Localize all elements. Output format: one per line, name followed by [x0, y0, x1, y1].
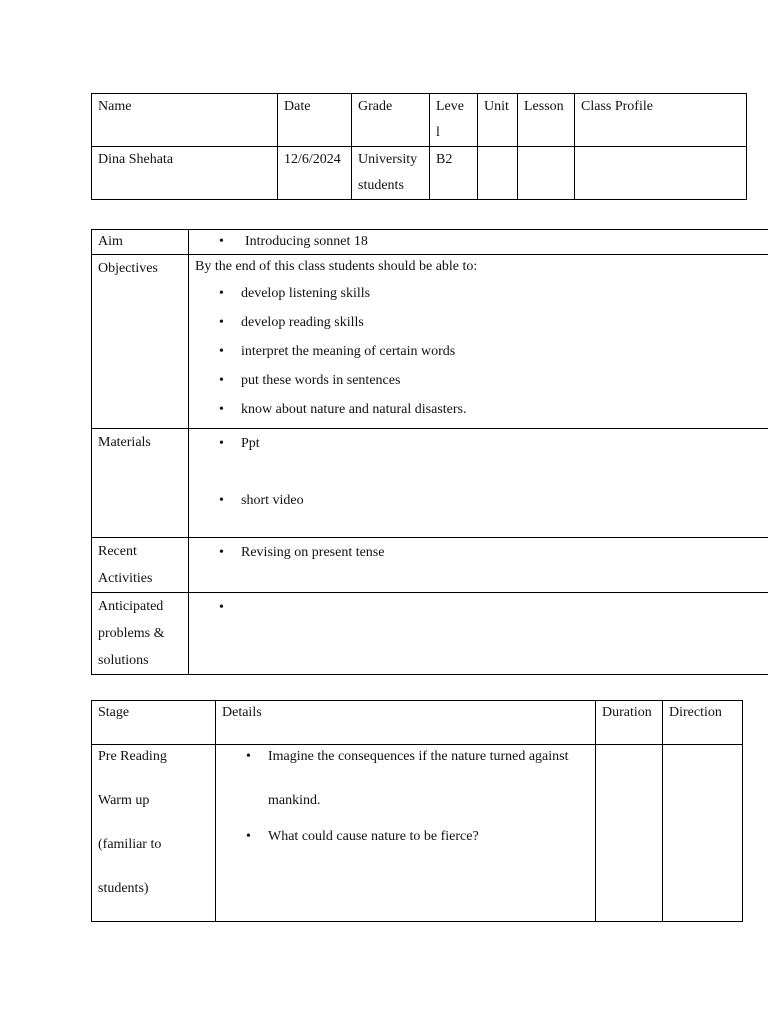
table-row [92, 745, 743, 922]
aim-cell [189, 230, 768, 255]
list-item: • short video [195, 486, 768, 515]
objectives-intro: By the end of this class students should be able to: [195, 259, 478, 274]
list-item: • put these words in sentences [195, 366, 768, 395]
materials-label: Materials [92, 429, 189, 538]
stage-table [91, 700, 743, 922]
cell-lesson [518, 147, 575, 200]
stage-line: (familiar to [98, 837, 162, 852]
col-lesson: Lesson [518, 94, 575, 147]
anticipated-problems-label: Anticipated problems & solutions [92, 593, 189, 675]
col-class-profile: Class Profile [575, 94, 747, 147]
table-row [92, 147, 747, 200]
stage-line: Pre Reading [98, 749, 167, 764]
list-item: • know about nature and natural disasters. [195, 395, 768, 424]
cell-class-profile [575, 147, 747, 200]
cell-level: B2 [430, 147, 478, 200]
col-date: Date [278, 94, 352, 147]
col-duration: Duration [596, 701, 663, 745]
materials-cell [189, 429, 768, 538]
objectives-row [92, 255, 768, 429]
anticipated-problems-row [92, 593, 768, 675]
list-item: • develop listening skills [195, 279, 768, 308]
list-item: • develop reading skills [195, 308, 768, 337]
list-item: • Imagine the consequences if the nature turned against mankind. [222, 735, 589, 823]
cell-unit [478, 147, 518, 200]
direction-cell [663, 745, 743, 922]
cell-date: 12/6/2024 [278, 147, 352, 200]
lesson-plan-table [91, 229, 768, 675]
col-unit: Unit [478, 94, 518, 147]
list-item: • Introducing sonnet 18 [195, 230, 768, 254]
objectives-label: Objectives [92, 255, 189, 429]
stage-line: Warm up [98, 793, 150, 808]
stage-line: students) [98, 881, 149, 896]
materials-row [92, 429, 768, 538]
stage-cell [92, 745, 216, 922]
cell-grade: University students [352, 147, 430, 200]
col-name: Name [92, 94, 278, 147]
recent-activities-row [92, 538, 768, 593]
recent-activities-cell [189, 538, 768, 593]
list-item: • interpret the meaning of certain words [195, 337, 768, 366]
lesson-header-table [91, 93, 747, 200]
duration-cell [596, 745, 663, 922]
col-grade: Grade [352, 94, 430, 147]
aim-label: Aim [92, 230, 189, 255]
objectives-cell [189, 255, 768, 429]
col-direction: Direction [663, 701, 743, 745]
header-row [92, 94, 747, 147]
col-stage: Stage [92, 701, 216, 745]
aim-row [92, 230, 768, 255]
list-item: • Revising on present tense [195, 538, 768, 567]
anticipated-problems-cell [189, 593, 768, 675]
list-item: • What could cause nature to be fierce? [222, 827, 589, 847]
details-cell [216, 745, 596, 922]
col-level: Leve l [430, 94, 478, 147]
list-item: • Ppt [195, 429, 768, 458]
recent-activities-label: Recent Activities [92, 538, 189, 593]
cell-name: Dina Shehata [92, 147, 278, 200]
col-details: Details [216, 701, 596, 745]
